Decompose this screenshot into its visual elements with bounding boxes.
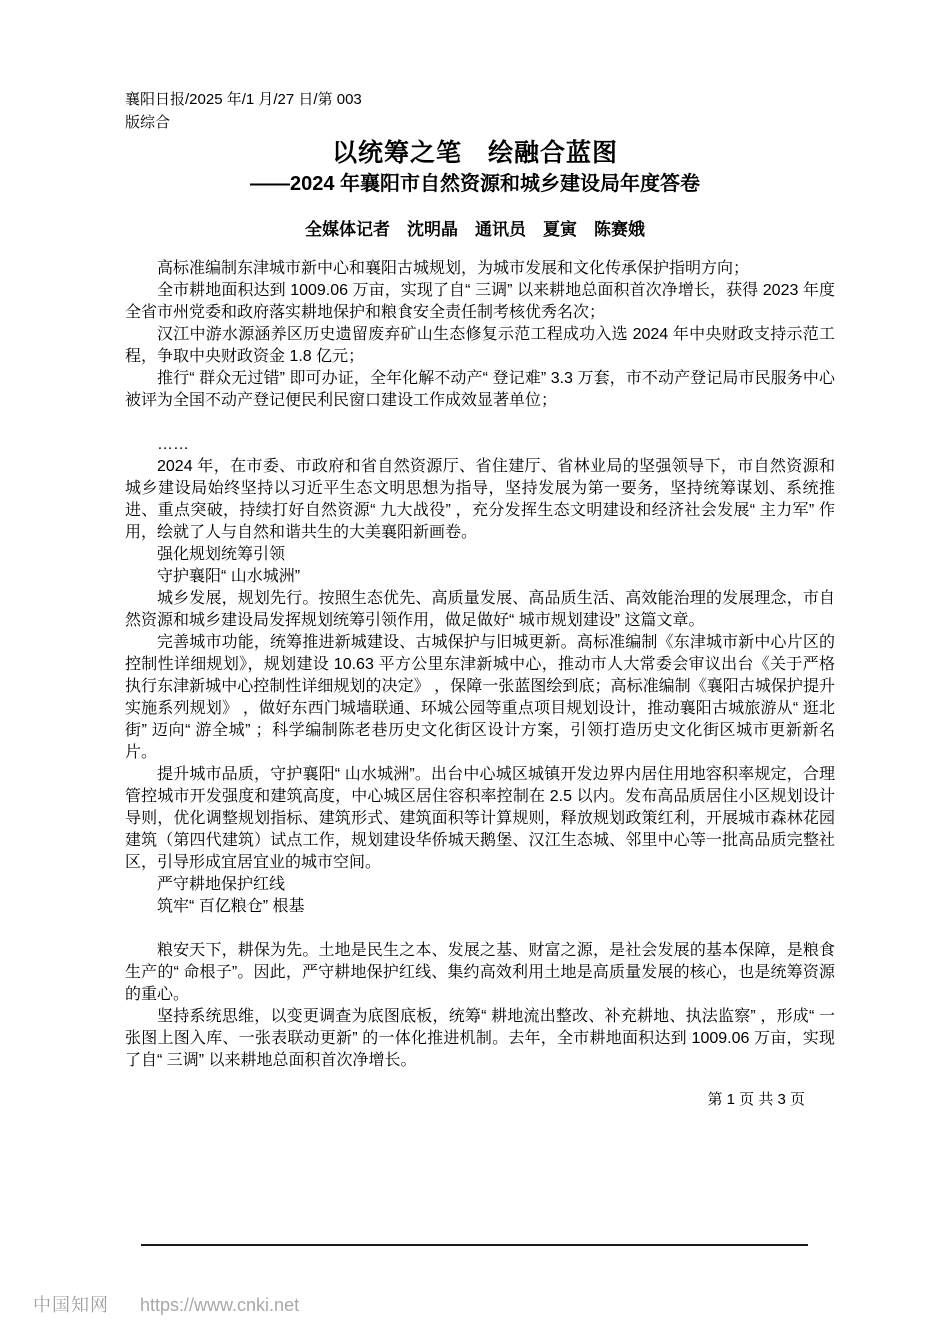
paragraph: 高标准编制东津城市新中心和襄阳古城规划，为城市发展和文化传承保护指明方向； — [157, 260, 750, 277]
paragraph: …… — [157, 436, 189, 453]
paragraph: 2024 年，在市委、市政府和省自然资源厅、省住建厅、省林业局的坚强领导下，市自然资源和城乡建设局始终坚持以习近平生态文明思想为指导，坚持发展为第一要务，坚持统筹谋划、系统推进、重点突破，持续打好自然资源“ 九大战役” ，充分发挥生态文明建设和经济社会发展“ 主力军” 作用，绘就了人与自然和谐共生的大美襄阳新画卷。 — [125, 458, 835, 541]
paragraph: 坚持系统思维，以变更调查为底图底板，统筹“ 耕地流出整改、补充耕地、执法监察” ，形成“ 一张图上图入库、一张表联动更新” 的一体化推进机制。去年，全市耕地面积达到 1009.06 万亩，实现了自“ 三调” 以来耕地总面积首次净增长。 — [125, 1008, 835, 1069]
paragraph: 严守耕地保护红线 — [157, 876, 286, 893]
cnki-brand-label: 中国知网 — [33, 1295, 109, 1315]
article-body — [125, 258, 835, 1072]
paragraph: 城乡发展，规划先行。按照生态优先、高质量发展、高品质生活、高效能治理的发展理念，市自然资源和城乡建设局发挥规划统筹引领作用，做足做好“ 城市规划建设” 这篇文章。 — [125, 590, 835, 629]
paragraph: 推行“ 群众无过错” 即可办证，全年化解不动产“ 登记难” 3.3 万套，市不动产登记局市民服务中心被评为全国不动产登记便民利民窗口建设工作成效显著单位； — [125, 370, 835, 409]
paragraph: 完善城市功能，统筹推进新城建设、古城保护与旧城更新。高标准编制《东津城市新中心片区的控制性详细规划》，规划建设 10.63 平方公里东津新城中心，推动市人大常委会审议出台《关于严格执行东津新城中心控制性详细规划的决定》 ，保障一张蓝图绘到底；高标准编制《襄阳古城保护提升实施系列规划》 ，做好东西门城墙联通、环城公园等重点项目规划设计，推动襄阳古城旅游从“ 逛北街” 迈向“ 游全城” ；科学编制陈老巷历史文化街区设计方案，引领打造历史文化街区城市更新新名片。 — [125, 634, 835, 761]
article-byline: 全媒体记者 沈明晶 通讯员 夏寅 陈赛娥 — [305, 220, 645, 239]
article-title: 以统筹之笔 绘融合蓝图 — [331, 139, 618, 167]
paragraph: 守护襄阳“ 山水城洲” — [157, 568, 301, 585]
site-footer — [33, 1291, 299, 1317]
paragraph: 强化规划统筹引领 — [157, 546, 286, 563]
cnki-url-link[interactable]: https://www.cnki.net — [140, 1295, 300, 1315]
article-subtitle: ——2024 年襄阳市自然资源和城乡建设局年度答卷 — [249, 173, 701, 195]
paragraph: 全市耕地面积达到 1009.06 万亩，实现了自“ 三调” 以来耕地总面积首次净增长，获得 2023 年度全省市州党委和政府落实耕地保护和粮食安全责任制考核优秀名次； — [125, 282, 835, 321]
paragraph: 粮安天下，耕保为先。土地是民生之本、发展之基、财富之源，是社会发展的基本保障，是粮食生产的“ 命根子”。因此，严守耕地保护红线、集约高效利用土地是高质量发展的核心，也是统筹资源的重心。 — [125, 942, 835, 1003]
source-citation — [125, 88, 835, 134]
source-citation-line1: 襄阳日报/2025 年/1 月/27 日/第 003 — [125, 91, 362, 108]
paragraph: 汉江中游水源涵养区历史遗留废弃矿山生态修复示范工程成功入选 2024 年中央财政支持示范工程，争取中央财政资金 1.8 亿元； — [125, 326, 835, 365]
paragraph: 提升城市品质，守护襄阳“ 山水城洲”。出台中心城区城镇开发边界内居住用地容积率规定，合理管控城市开发强度和建筑高度，中心城区居住容积率控制在 2.5 以内。发布高品质居住小区规划设计导则，优化调整规划指标、建筑形式、建筑面积等计算规则，释放规划政策红利，开展城市森林花园建筑（第四代建筑）试点工作，规划建设华侨城天鹅堡、汉江生态城、邻里中心等一批高品质完整社区，引导形成宜居宜业的城市空间。 — [125, 766, 835, 871]
footer-divider — [141, 1244, 808, 1246]
source-citation-line2: 版综合 — [125, 114, 171, 131]
paragraph: 筑牢“ 百亿粮仓” 根基 — [157, 898, 305, 915]
page-indicator: 第 1 页 共 3 页 — [707, 1091, 805, 1108]
